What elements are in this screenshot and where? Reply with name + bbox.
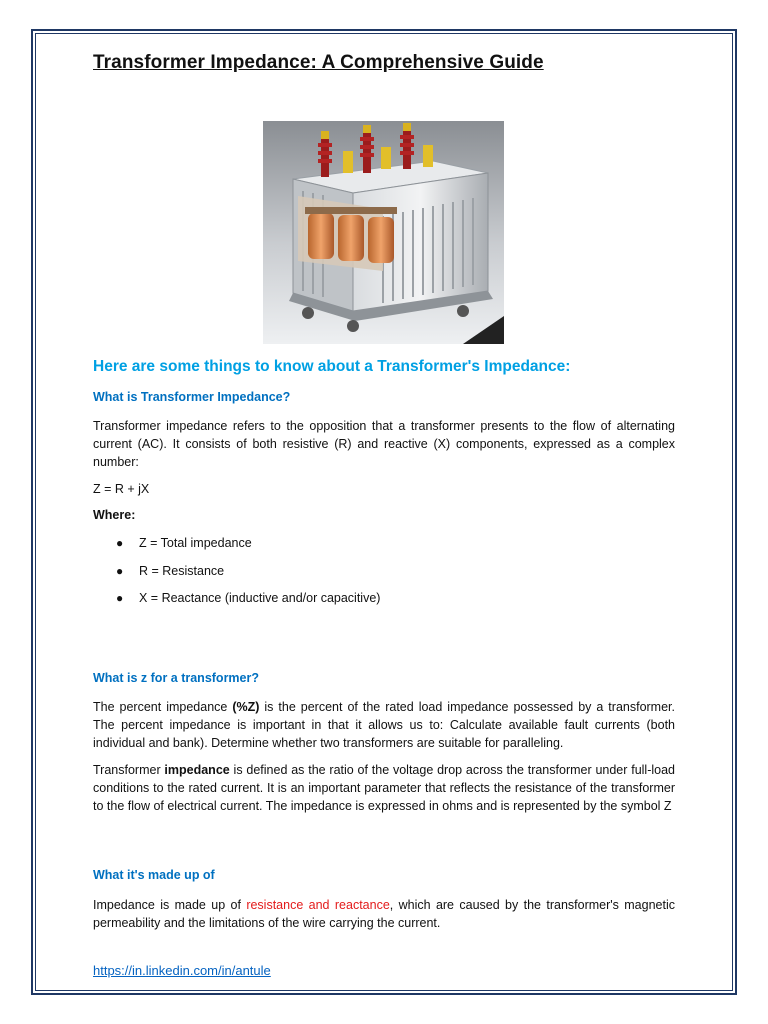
paragraph-percent-impedance xyxy=(93,698,675,752)
bullet-icon: ● xyxy=(116,536,124,550)
impedance-terms-list xyxy=(93,534,380,617)
subheading-what-is-impedance: What is Transformer Impedance? xyxy=(93,390,291,404)
text-run: , which are caused by the transformer's magnetic permeability and the limitations of the wire carrying the current. xyxy=(93,898,675,930)
list-item xyxy=(93,534,380,562)
text-run: is the percent of the rated load impedance possessed by a transformer. The percent impedance is important in that it allows us to: Calculate available fault currents (both individual and bank). Determine whether two transformers are suitable for paralleling. xyxy=(93,700,675,750)
subheading-made-up-of: What it's made up of xyxy=(93,868,215,882)
where-label: Where: xyxy=(93,508,136,522)
list-item xyxy=(93,589,380,617)
bullet-icon: ● xyxy=(116,591,124,605)
text-run-highlight: resistance and reactance xyxy=(246,898,390,912)
list-item-text: X = Reactance (inductive and/or capacitive) xyxy=(139,591,381,605)
transformer-image xyxy=(263,121,504,344)
text-run: Transformer xyxy=(93,763,165,777)
paragraph-made-up-of xyxy=(93,896,675,932)
text-run-bold: impedance xyxy=(164,763,230,777)
list-item-text: Z = Total impedance xyxy=(139,536,252,550)
list-item xyxy=(93,562,380,590)
paragraph-definition: Transformer impedance refers to the opposition that a transformer presents to the flow of alternating current (AC). It consists of both resistive (R) and reactive (X) components, expressed as a complex number: xyxy=(93,419,675,469)
subheading-what-is-z: What is z for a transformer? xyxy=(93,671,259,685)
formula: Z = R + jX xyxy=(93,482,150,496)
bullet-icon: ● xyxy=(116,563,124,578)
linkedin-link[interactable]: https://in.linkedin.com/in/antule xyxy=(93,963,271,978)
text-run: is defined as the ratio of the voltage drop across the transformer under full-load conditions to the rated current. It is an important parameter that reflects the resistance of the transformer to the flow of electrical current. The impedance is expressed in ohms and is represented by the symbol Z xyxy=(93,763,675,813)
list-item-text: R = Resistance xyxy=(139,563,225,578)
text-run: The percent impedance xyxy=(93,700,233,714)
document-title: Transformer Impedance: A Comprehensive Guide xyxy=(93,52,544,73)
text-run: Impedance is made up of xyxy=(93,898,247,912)
text-run-bold: (%Z) xyxy=(232,700,260,714)
paragraph-impedance-definition xyxy=(93,761,675,815)
section-heading: Here are some things to know about a Transformer's Impedance: xyxy=(93,358,571,375)
